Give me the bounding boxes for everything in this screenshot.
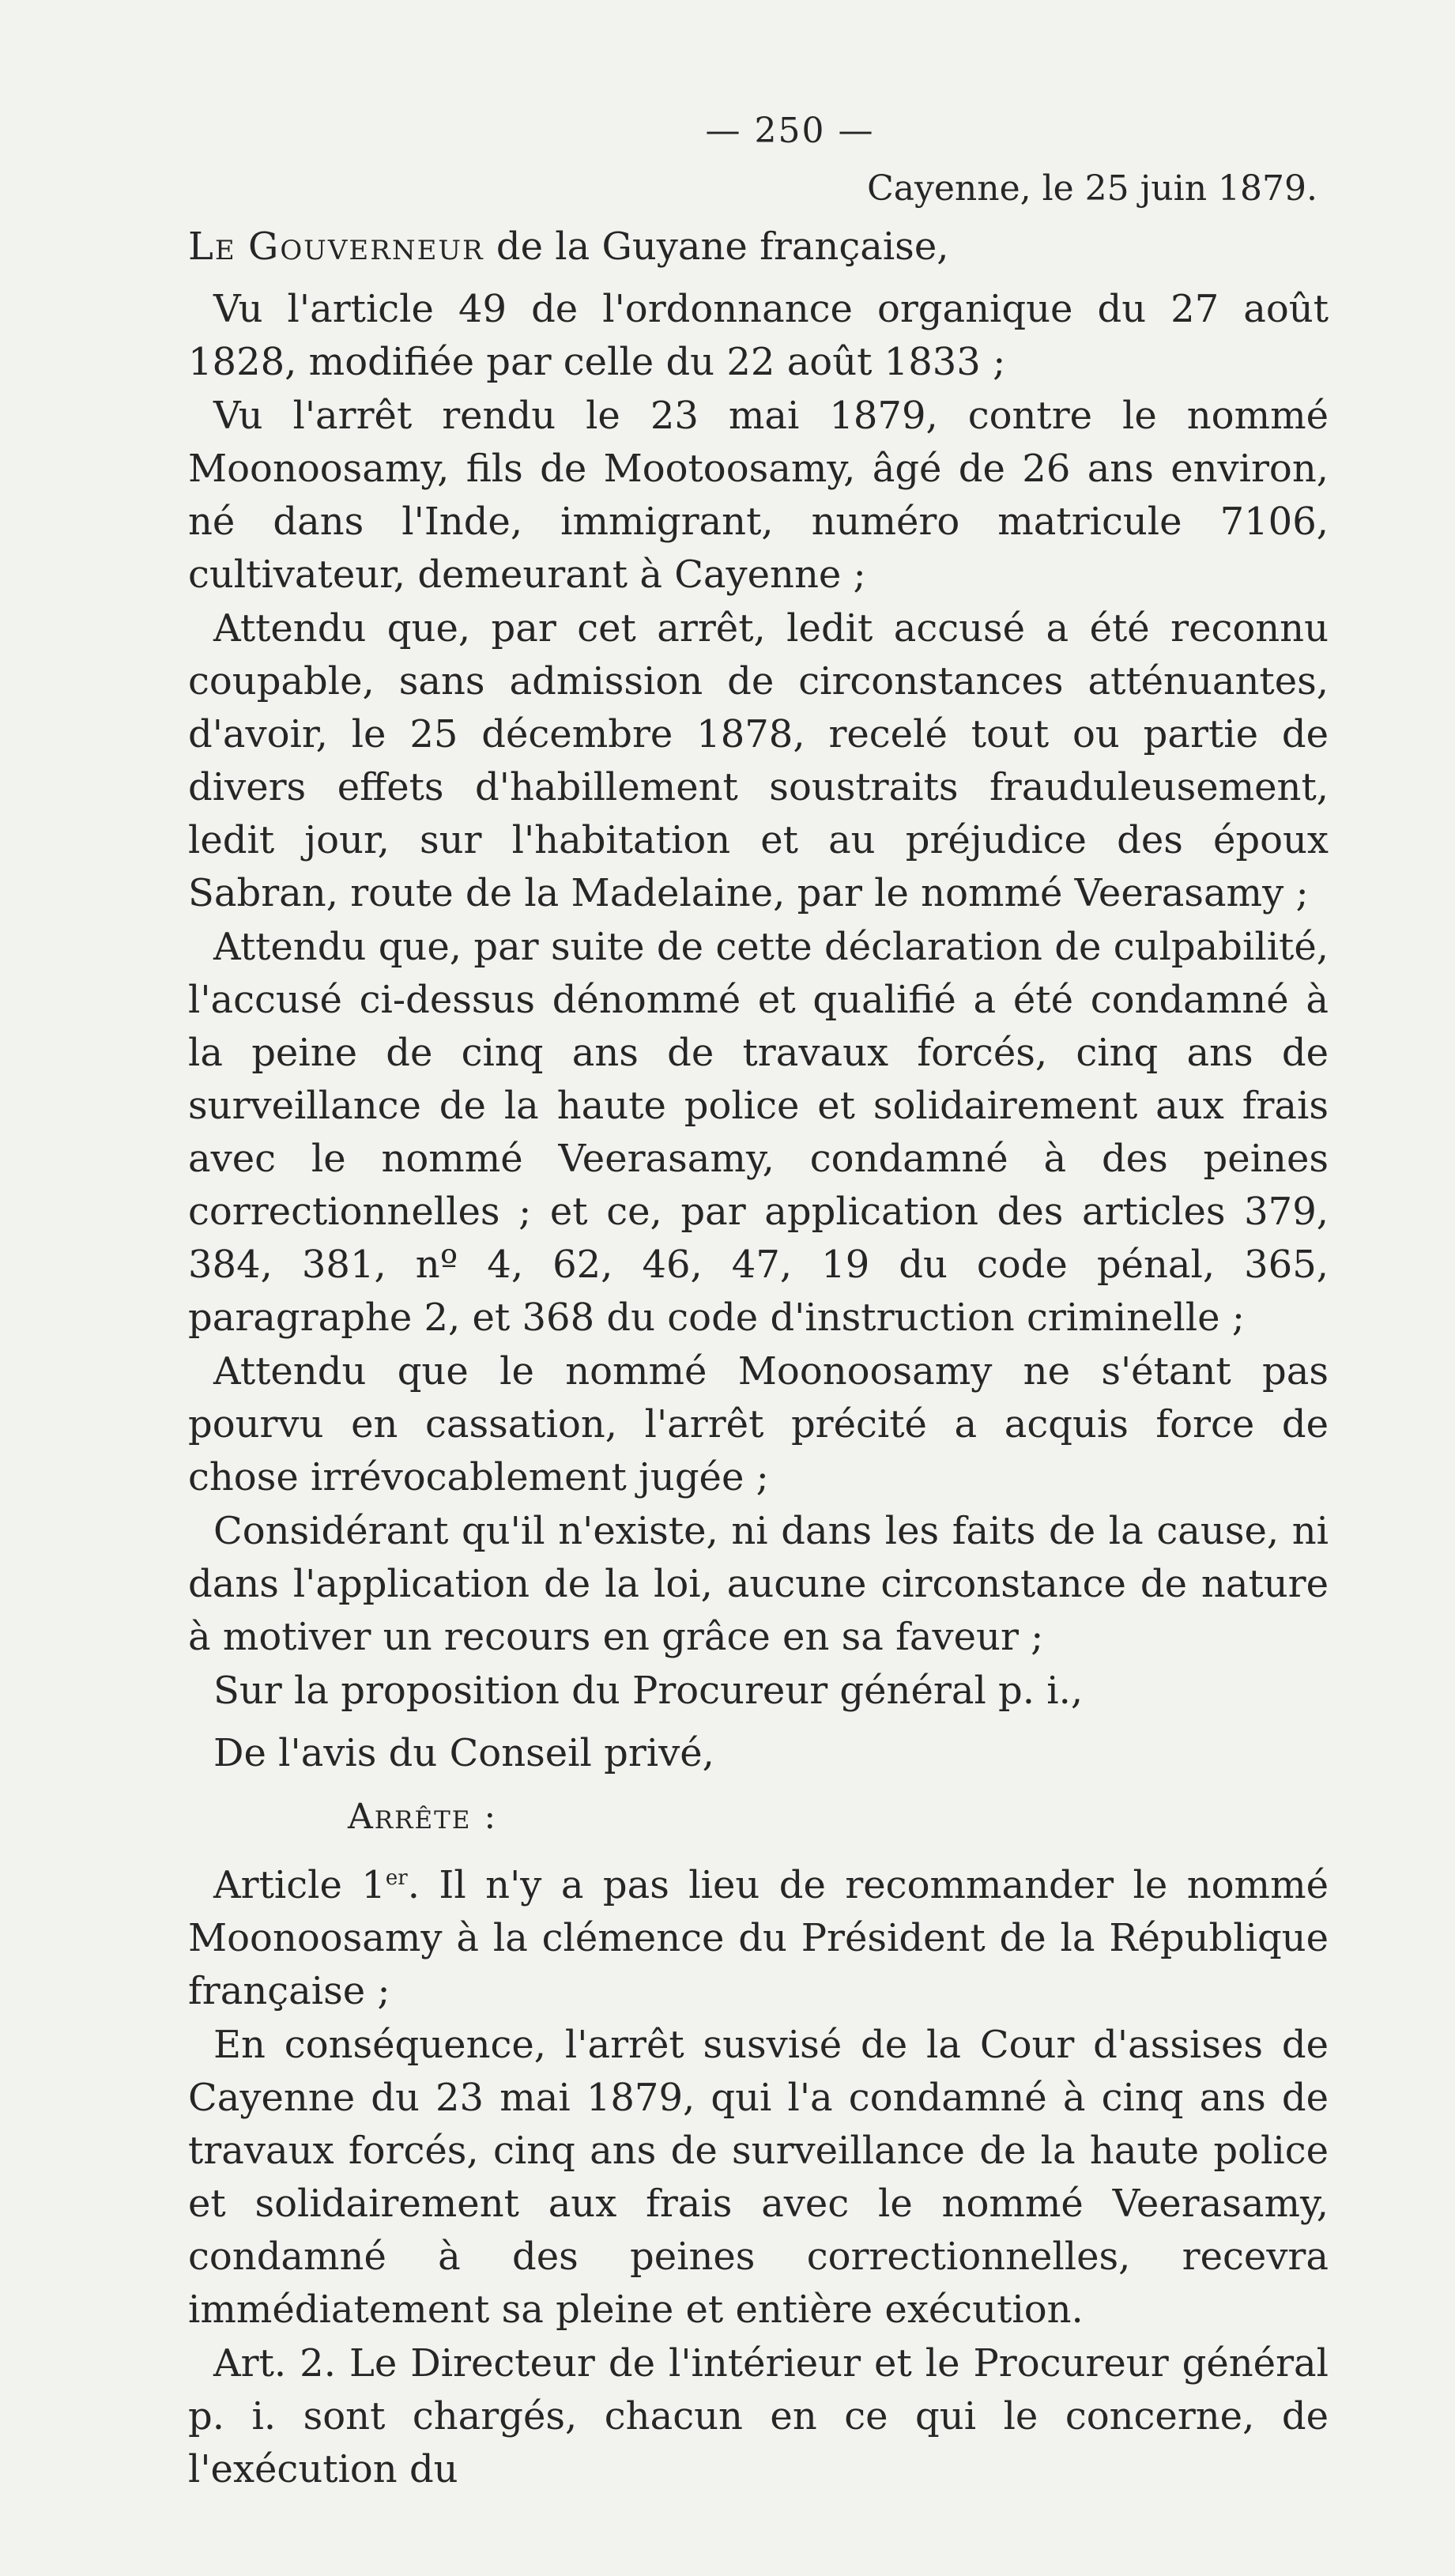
- article-1-followup: En conséquence, l'arrêt susvisé de la Cour d'assises de Cayenne du 23 mai 1879, qui l'a condamné à cinq ans de travaux forcés, cinq ans de surveillance de la haute police et solidairement aux frais avec le nommé Veerasamy, condamné à des peines correctionnelles, recevra immédiatement sa pleine et entière exécution.: [188, 2023, 1329, 2332]
- article-2-label: Art. 2.: [213, 2341, 336, 2386]
- issuer-title: Gouverneur: [247, 224, 484, 269]
- consideration-vu-ordonnance: Vu l'article 49 de l'ordonnance organique du 27 août 1828, modifiée par celle du 22 août 1833 ;: [188, 287, 1329, 384]
- article-1: [188, 1859, 1329, 2018]
- consideration-attendu-culpabilite: Attendu que, par cet arrêt, ledit accusé a été reconnu coupable, sans admission de circonstances atténuantes, d'avoir, le 25 décembre 1878, recelé tout ou partie de divers effets d'habillement soustraits frauduleusement, ledit jour, sur l'habitation et au préjudice des époux Sabran, route de la Madelaine, par le nommé Veerasamy ;: [188, 606, 1329, 915]
- page-number: — 250 —: [705, 111, 875, 151]
- consideration-avis: De l'avis du Conseil privé,: [213, 1731, 714, 1775]
- consideration-considerant: Considérant qu'il n'existe, ni dans les faits de la cause, ni dans l'application de la loi, aucune circonstance de nature à motiver un recours en grâce en sa faveur ;: [188, 1509, 1329, 1659]
- consideration-attendu-condamnation: Attendu que, par suite de cette déclaration de culpabilité, l'accusé ci-dessus dénommé et qualifié a été condamné à la peine de cinq ans de travaux forcés, cinq ans de surveillance de la haute police et solidairement aux frais avec le nommé Veerasamy, condamné à des peines correctionnelles ; et ce, par application des articles 379, 384, 381, nº 4, 62, 46, 47, 19 du code pénal, 365, paragraphe 2, et 368 du code d'instruction criminelle ;: [188, 925, 1329, 1340]
- article-2: [188, 2337, 1329, 2496]
- consideration-proposition: Sur la proposition du Procureur général p. i.,: [213, 1669, 1084, 1713]
- article-1-text: . Il n'y a pas lieu de recommander le nommé Moonoosamy à la clémence du Président de la République française ;: [188, 1863, 1329, 2013]
- place-date: Cayenne, le 25 juin 1879.: [867, 168, 1317, 209]
- article-1-sup: er: [385, 1866, 408, 1890]
- issuer-line: [188, 220, 1329, 273]
- issuer-lead: Le: [188, 224, 236, 269]
- consideration-attendu-cassation: Attendu que le nommé Moonoosamy ne s'étant pas pourvu en cassation, l'arrêt précité a acquis force de chose irrévocablement jugée ;: [188, 1349, 1329, 1499]
- issuer-rest: de la Guyane française,: [484, 224, 949, 269]
- decision-heading: Arrête :: [348, 1797, 498, 1837]
- article-2-text: Le Directeur de l'intérieur et le Procureur général p. i. sont chargés, chacun en ce qui le concerne, de l'exécution du: [188, 2341, 1329, 2491]
- article-1-label: Article 1: [213, 1863, 386, 1907]
- consideration-vu-arret: Vu l'arrêt rendu le 23 mai 1879, contre le nommé Moonoosamy, fils de Mootoosamy, âgé de 26 ans environ, né dans l'Inde, immigrant, numéro matricule 7106, cultivateur, demeurant à Cayenne ;: [188, 394, 1329, 597]
